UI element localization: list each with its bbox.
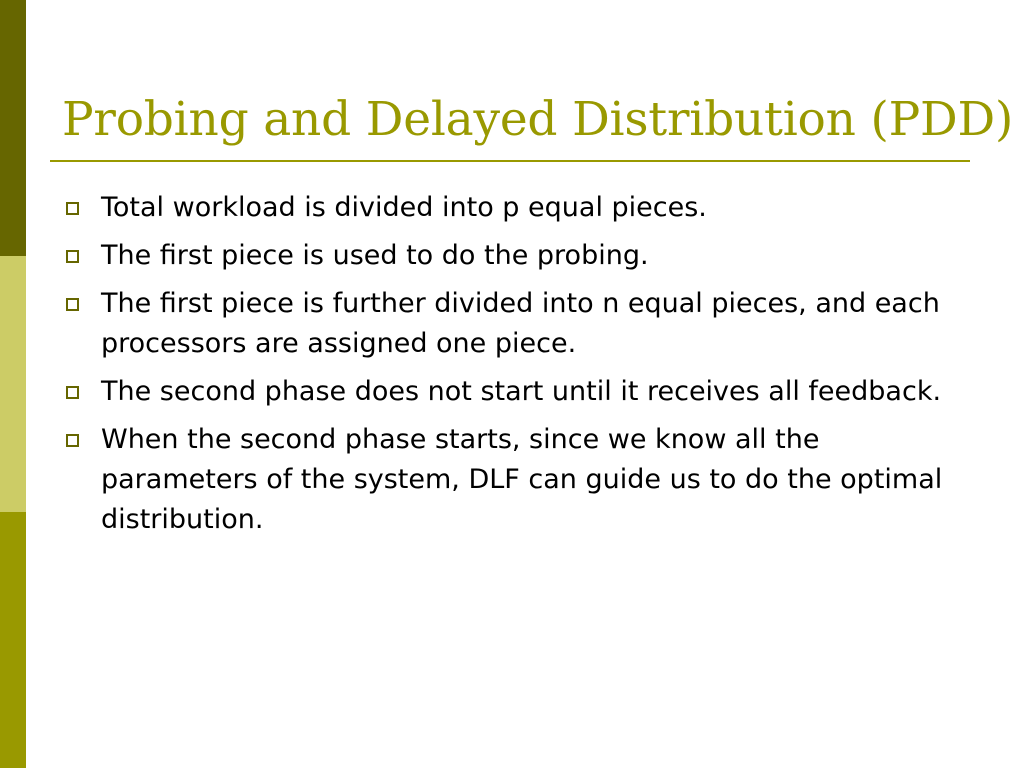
bullet-item (64, 188, 964, 228)
hollow-square-bullet-icon (66, 202, 79, 215)
bullet-text: The first piece is further divided into n equal pieces, and each processors are assigned one piece. (101, 288, 940, 359)
hollow-square-bullet-icon (66, 386, 79, 399)
hollow-square-bullet-icon (66, 298, 79, 311)
hollow-square-bullet-icon (66, 250, 79, 263)
bullet-item (64, 420, 964, 540)
side-bar-middle-segment (0, 256, 26, 512)
bullet-item (64, 236, 964, 276)
bullet-text: The second phase does not start until it receives all feedback. (101, 376, 942, 407)
bullet-text: When the second phase starts, since we know all the parameters of the system, DLF can guide us to do the optimal distribution. (101, 424, 943, 535)
title-divider (50, 160, 970, 162)
hollow-square-bullet-icon (66, 434, 79, 447)
side-decor-bar (0, 0, 26, 768)
bullet-list (64, 188, 964, 548)
side-bar-top-segment (0, 0, 26, 256)
bullet-text: Total workload is divided into p equal pieces. (101, 192, 707, 223)
bullet-item (64, 372, 964, 412)
side-bar-bottom-segment (0, 512, 26, 768)
bullet-text: The first piece is used to do the probing. (101, 240, 649, 271)
bullet-item (64, 284, 964, 364)
slide-title: Probing and Delayed Distribution (PDD) (62, 92, 1014, 147)
